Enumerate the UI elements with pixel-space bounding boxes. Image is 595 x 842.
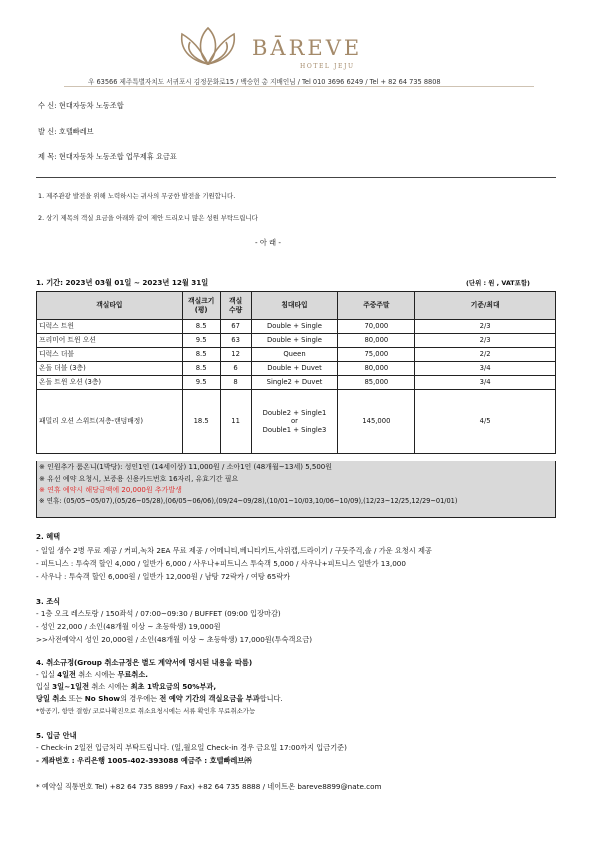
note-extra-person: ※ 인원추가 룸온니(1박당): 성인1인 (14세이상) 11,000원 / 소아1인 (48개월~13세) 5,500원 <box>39 463 332 472</box>
room-rate: 80,000 <box>338 362 415 376</box>
room-rate-table <box>36 291 556 454</box>
room-size: 9.5 <box>182 376 220 390</box>
room-rate: 145,000 <box>338 390 415 454</box>
section5-title: 5. 입금 안내 <box>36 731 77 740</box>
cancel-text: 의 경우에는 <box>120 694 160 703</box>
room-rate: 85,000 <box>338 376 415 390</box>
cancel-text: 입실 <box>36 682 53 691</box>
cancel-emphasis: No Show <box>84 694 121 703</box>
col-header-capacity: 기준/최대 <box>415 292 556 320</box>
table-header-row <box>37 292 556 320</box>
table-row-family-suite <box>37 390 556 454</box>
room-rate: 70,000 <box>338 320 415 334</box>
room-size: 8.5 <box>182 362 220 376</box>
capacity: 4/5 <box>415 390 556 454</box>
bed-option-or: or <box>291 417 298 426</box>
room-size: 9.5 <box>182 334 220 348</box>
note-holiday-dates: ※ 연휴: (05/05~05/07),(05/26~05/28),(06/05~06/06),(09/24~09/28),(10/01~10/03,10/06~10/09),(12/23~12/25,12/29~01/01) <box>39 496 458 505</box>
capacity: 2/3 <box>415 320 556 334</box>
cancel-emphasis: 당일 취소 <box>36 694 67 703</box>
note-phone-booking: ※ 유선 예약 요청시, 보증용 신용카드번호 16자리, 유효기간 필요 <box>39 474 239 483</box>
bed-option-1: Double2 + Single1 <box>262 408 327 417</box>
capacity: 3/4 <box>415 362 556 376</box>
bed-type: Double + Single <box>251 334 338 348</box>
bed-type: Double + Single <box>251 320 338 334</box>
room-count: 8 <box>220 376 251 390</box>
room-type: 패밀리 오션 스위트(저층-랜덤배정) <box>37 390 183 454</box>
bed-type: Queen <box>251 348 338 362</box>
capacity: 2/2 <box>415 348 556 362</box>
room-size: 8.5 <box>182 320 220 334</box>
cancel-emphasis: 4일전 <box>57 670 76 679</box>
memo-subject: 제 목: 현대자동차 노동조합 업무제휴 요금표 <box>38 152 177 161</box>
header-divider <box>64 86 534 87</box>
section3-title: 3. 조식 <box>36 597 61 606</box>
capacity: 2/3 <box>415 334 556 348</box>
memo-from: 발 신: 호텔빠레브 <box>38 127 94 136</box>
cancel-emphasis: 최초 1박요금의 50%부과, <box>130 682 217 691</box>
room-size: 18.5 <box>182 390 220 454</box>
cancel-text: 합니다. <box>259 694 283 703</box>
unit-note: (단위 : 원 , VAT포함) <box>466 279 530 287</box>
col-header-room-size: 객실크기 (평) <box>182 292 220 320</box>
benefit-line-2: - 피트니스 : 투숙객 할인 4,000 / 일반가 6,000 / 사우나+피트니스 투숙객 5,000 / 사우나+피트니스 일반가 13,000 <box>36 559 406 568</box>
cancel-line-2 <box>36 682 216 691</box>
section2-title: 2. 혜택 <box>36 532 61 541</box>
room-type: 디럭스 트윈 <box>37 320 183 334</box>
section4-title: 4. 취소규정(Group 취소규정은 별도 계약서에 명시된 내용을 따름) <box>36 658 253 667</box>
col-header-room-count: 객실 수량 <box>220 292 251 320</box>
table-row <box>37 320 556 334</box>
cancel-footnote: *항공기, 항만 결항/ 코로나확진으로 취소요청시에는 서류 확인후 무료취소가능 <box>36 707 256 715</box>
payment-line-1: - Check-in 2일전 입금처리 부탁드립니다. (일,월요일 Check-in 경우 금요일 17:00까지 입금기준) <box>36 743 347 752</box>
cancel-text: - 입실 <box>36 670 58 679</box>
breakfast-line-1: - 1층 오크 레스토랑 / 150좌석 / 07:00~09:30 / BUFFET (09:00 입장마감) <box>36 609 281 618</box>
room-rate: 80,000 <box>338 334 415 348</box>
cancel-text: 취소 시에는 <box>89 682 131 691</box>
cancel-line-3 <box>36 694 283 703</box>
memo-to: 수 신: 현대자동차 노동조합 <box>38 101 124 110</box>
cancel-emphasis: 3일~1일전 <box>52 682 90 691</box>
room-type: 온돌 트윈 오션 (3층) <box>37 376 183 390</box>
cancel-line-1 <box>36 670 148 679</box>
cancel-emphasis: 전 예약 기간의 객실요금을 부과 <box>159 694 260 703</box>
bed-option-2: Double1 + Single3 <box>262 425 327 434</box>
col-header-bed-type: 침대타입 <box>251 292 338 320</box>
table-row <box>37 348 556 362</box>
memo-divider <box>36 177 556 178</box>
room-size: 8.5 <box>182 348 220 362</box>
col-header-rate: 주중주말 <box>338 292 415 320</box>
brand-name: BĀREVE <box>252 36 363 60</box>
bed-type: Double + Duvet <box>251 362 338 376</box>
benefit-line-1: - 일일 생수 2병 무료 제공 / 커피,녹차 2EA 무료 제공 / 어메니티,베니티키트,사위캡,드라이기 / 구둣주걱,솔 / 가운 요청시 제공 <box>36 546 432 555</box>
brand-subtitle: HOTEL JEJU <box>300 63 355 70</box>
room-count: 11 <box>220 390 251 454</box>
room-count: 6 <box>220 362 251 376</box>
hotel-address: 우 63566 제주특별자치도 서귀포시 김정문화로15 / 백승헌 총 지배인님 / Tel 010 3696 6249 / Tel + 82 64 735 8808 <box>88 78 441 86</box>
room-count: 67 <box>220 320 251 334</box>
room-type: 프리미어 트윈 오션 <box>37 334 183 348</box>
breakfast-line-2: - 성인 22,000 / 소인(48개월 이상 ~ 초등학생) 19,000원 <box>36 622 221 631</box>
breakfast-line-3: >>사전예약시 성인 20,000원 / 소인(48개월 이상 ~ 초등학생) 17,000원(투숙객요금) <box>36 635 313 644</box>
col-header-room-type: 객실타입 <box>37 292 183 320</box>
below-heading: - 아 래 - <box>255 238 281 247</box>
room-type: 디럭스 더블 <box>37 348 183 362</box>
cancel-text: 취소 시에는 <box>75 670 118 679</box>
cancel-text: 또는 <box>66 694 85 703</box>
room-count: 12 <box>220 348 251 362</box>
bed-type <box>251 390 338 454</box>
payment-account: - 계좌번호 : 우리은행 1005-402-393088 예금주 : 호텔빠레브㈜ <box>36 756 252 765</box>
intro-line-1: 1. 제주관광 발전을 위해 노력하시는 귀사의 무궁한 발전을 기원합니다. <box>38 192 236 200</box>
cancel-emphasis: 무료취소. <box>117 670 149 679</box>
table-row <box>37 362 556 376</box>
room-rate: 75,000 <box>338 348 415 362</box>
benefit-line-3: - 사우나 : 투숙객 할인 6,000원 / 일반가 12,000원 / 남탕 72락카 / 여탕 65락카 <box>36 572 291 581</box>
room-count: 63 <box>220 334 251 348</box>
table-row <box>37 376 556 390</box>
rate-notes-box <box>36 461 556 518</box>
note-holiday-surcharge: ※ 연휴 예약시 해당금액에 20,000원 추가발생 <box>39 485 182 494</box>
room-type: 온돌 더블 (3층) <box>37 362 183 376</box>
intro-line-2: 2. 상기 제목의 객실 요금을 아래와 같이 제안 드리오니 많은 성원 부탁드립니다 <box>38 214 258 222</box>
reservation-contact: * 예약실 직통번호 Tel) +82 64 735 8899 / Fax) +82 64 735 8888 / 네이트온 bareve8899@nate.com <box>36 782 382 791</box>
table-row <box>37 334 556 348</box>
capacity: 3/4 <box>415 376 556 390</box>
section1-title: 1. 기간: 2023년 03월 01일 ~ 2023년 12월 31일 <box>36 278 209 287</box>
bed-type: Single2 + Duvet <box>251 376 338 390</box>
